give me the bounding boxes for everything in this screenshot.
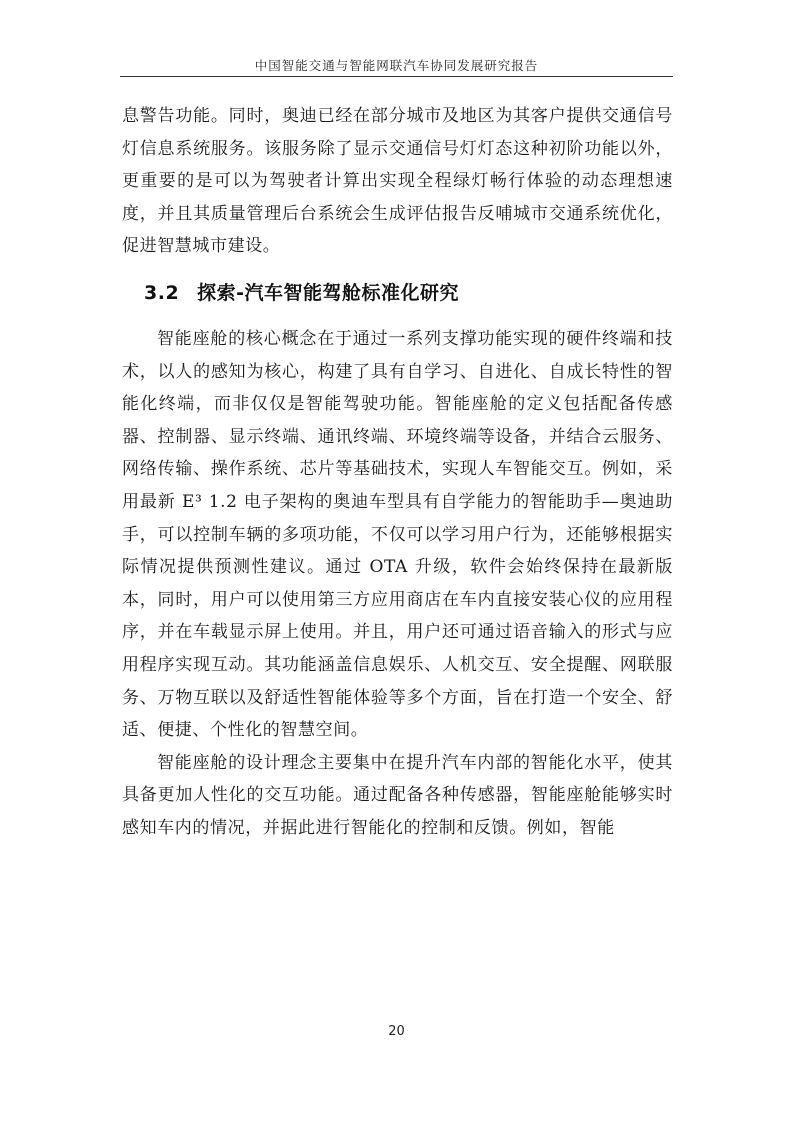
paragraph-cockpit-design: 智能座舱的设计理念主要集中在提升汽车内部的智能化水平，使其具备更加人性化的交互功能。通过配备各种传感器，智能座舱能够实时感知车内的情况，并据此进行智能化的控制和反馈。例如，智能 — [122, 752, 673, 838]
paragraph-cockpit-concept: 智能座舱的核心概念在于通过一系列支撑功能实现的硬件终端和技术，以人的感知为核心，构建了具有自学习、自进化、自成长特性的智能化终端，而非仅仅是智能驾驶功能。智能座舱的定义包括配备传感器、控制器、显示终端、通讯终端、环境终端等设备，并结合云服务、网络传输、操作系统、芯片等基础技术，实现人车智能交互。例如，采用最新 E³ 1.2 电子架构的奥迪车型具有自学能力的智能助手—奥迪助手，可以控制车辆的多项功能，不仅可以学习用户行为，还能够根据实际情况提供预测性建议。通过 OTA 升级，软件会始终保持在最新版本，同时，用户可以使用第三方应用商店在车内直接安装心仪的应用程序，并在车载显示屏上使用。并且，用户还可通过语音输入的形式与应用程序实现互动。其功能涵盖信息娱乐、人机交互、安全提醒、网联服务、万物互联以及舒适性智能体验等多个方面，旨在打造一个安全、舒适、便捷、个性化的智慧空间。 — [122, 328, 673, 741]
paragraph-continued: 息警告功能。同时，奥迪已经在部分城市及地区为其客户提供交通信号灯信息系统服务。该服务除了显示交通信号灯灯态这种初阶功能以外，更重要的是可以为驾驶者计算出实现全程绿灯畅行体验的动态理想速度，并且其质量管理后台系统会生成评估报告反哺城市交通系统优化，促进智慧城市建设。 — [122, 106, 673, 257]
section-heading — [122, 263, 673, 323]
page-body — [122, 100, 673, 844]
header-divider — [120, 76, 673, 77]
section-number: 3.2 — [144, 281, 180, 304]
running-header: 中国智能交通与智能网联汽车协同发展研究报告 — [254, 58, 539, 73]
page-number: 20 — [388, 1024, 405, 1039]
section-title: 探索-汽车智能驾舱标准化研究 — [197, 281, 460, 304]
